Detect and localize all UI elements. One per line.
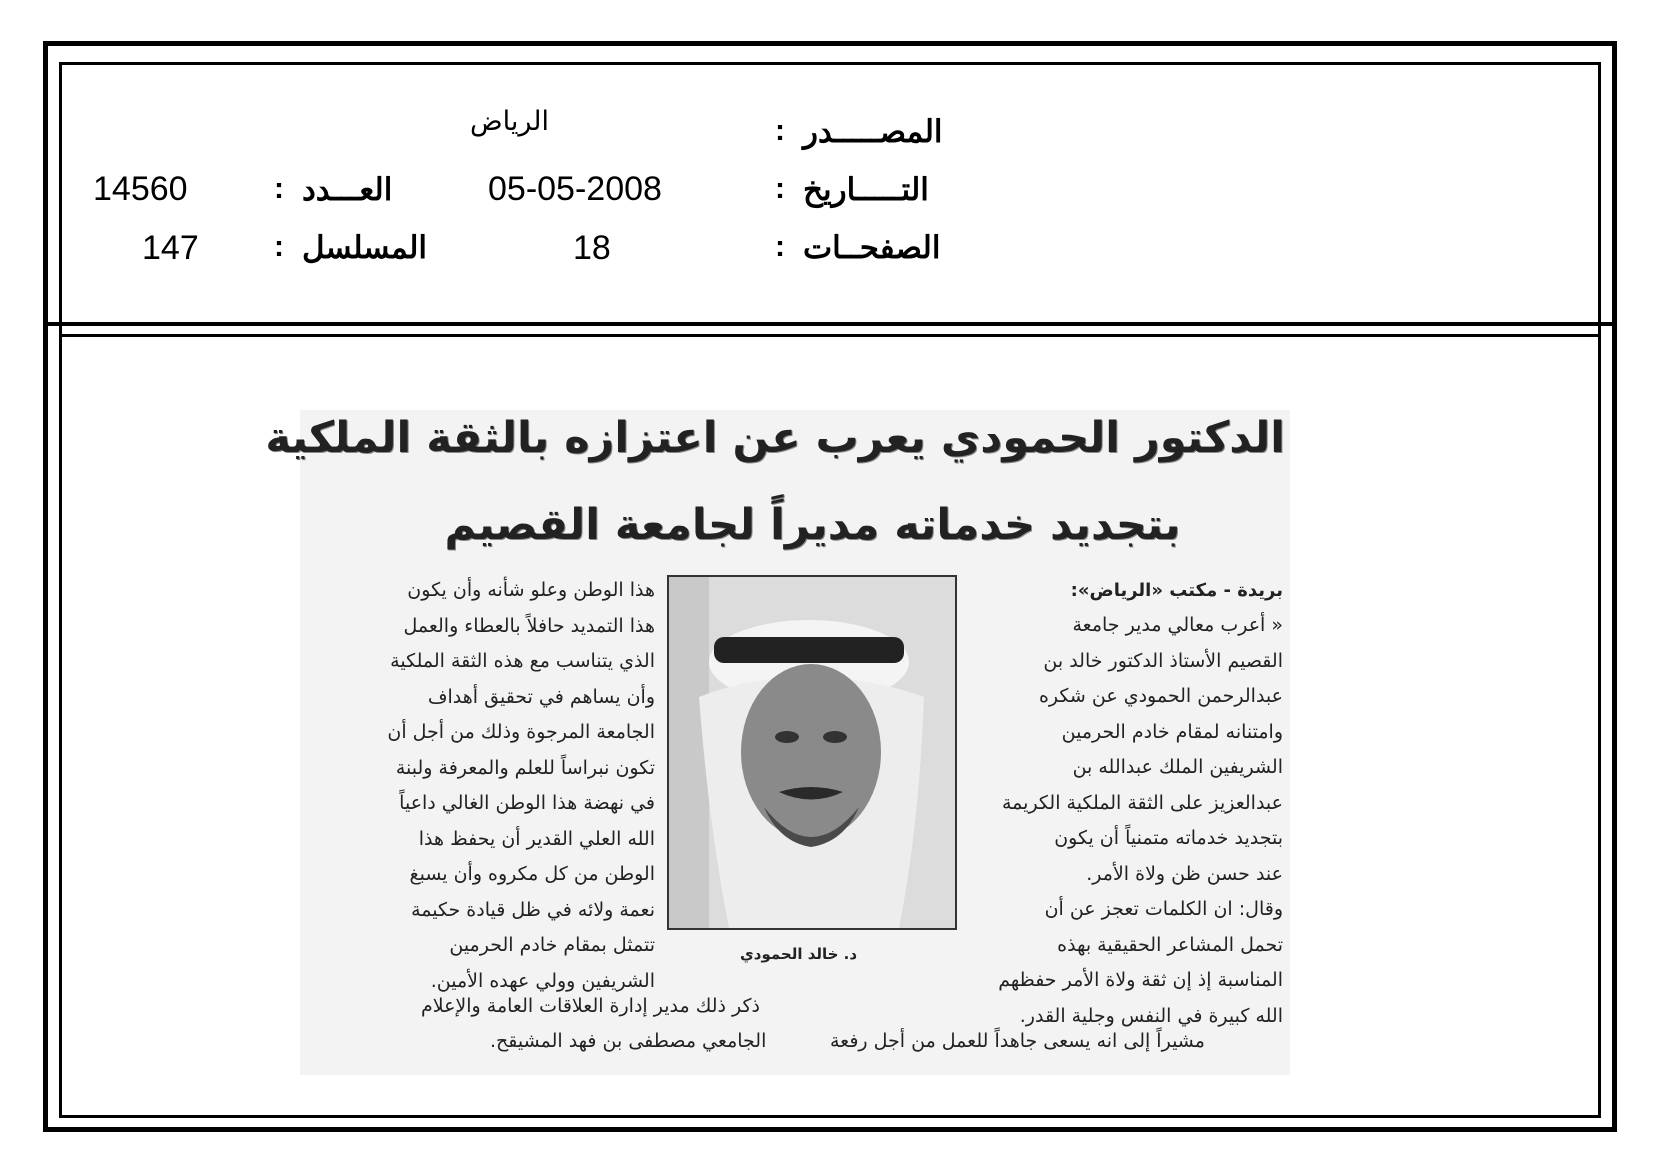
column-line: وأن يساهم في تحقيق أهداف — [427, 685, 655, 708]
pages-colon: : — [775, 230, 785, 263]
serial-value: 147 — [142, 229, 199, 267]
column-line: هذا التمديد حافلاً بالعطاء والعمل — [403, 614, 655, 637]
date-label: التـــــاريخ — [803, 172, 929, 207]
column-line: الوطن من كل مكروه وأن يسبغ — [409, 863, 655, 885]
serial-colon: : — [274, 230, 284, 263]
column-line: هذا الوطن وعلو شأنه وأن يكون — [407, 579, 655, 601]
dateline: بريدة - مكتب «الرياض»: — [1070, 580, 1283, 601]
column-line: عبدالرحمن الحمودي عن شكره — [1038, 685, 1283, 707]
source-value: الرياض — [470, 106, 550, 136]
column-line: بتجديد خدماته متمنياً أن يكون — [1054, 827, 1283, 849]
column-line: وامتنانه لمقام خادم الحرمين — [1061, 720, 1283, 743]
column-line: تتمثل بمقام خادم الحرمين — [449, 934, 655, 956]
portrait-illustration — [669, 577, 955, 928]
pages-value: 18 — [573, 229, 611, 267]
footer-left-2: الجامعي مصطفى بن فهد المشيقح. — [490, 1030, 767, 1052]
column-line: المناسبة إذ إن ثقة ولاة الأمر حفظهم — [998, 969, 1283, 991]
column-line: الله كبيرة في النفس وجلية القدر. — [1019, 1004, 1283, 1027]
footer-left-1: ذكر ذلك مدير إدارة العلاقات العامة والإعلام — [420, 995, 760, 1017]
photo-caption: د. خالد الحمودي — [740, 945, 858, 963]
column-line: تحمل المشاعر الحقيقية بهذه — [1057, 933, 1283, 956]
column-line: في نهضة هذا الوطن الغالي داعياً — [399, 792, 655, 814]
date-colon: : — [775, 172, 785, 205]
column-line: تكون نبراساً للعلم والمعرفة ولبنة — [395, 756, 655, 779]
headline-line2: بتجديد خدماته مديراً لجامعة القصيم — [444, 500, 1181, 550]
column-line: الله العلي القدير أن يحفظ هذا — [418, 827, 655, 850]
left-column — [340, 573, 655, 999]
right-column — [965, 608, 1283, 1034]
column-line: وقال: ان الكلمات تعجز عن أن — [1044, 898, 1283, 920]
issue-label: العـــدد — [302, 172, 393, 207]
footer-right: مشيراً إلى انه يسعى جاهداً للعمل من أجل رفعة — [830, 1030, 1205, 1052]
column-line: الشريفين الملك عبدالله بن — [1072, 756, 1283, 778]
column-line: عبدالعزيز على الثقة الملكية الكريمة — [1001, 791, 1283, 814]
column-line: الجامعة المرجوة وذلك من أجل أن — [387, 721, 655, 743]
column-line: الشريفين وولي عهده الأمين. — [430, 969, 655, 992]
source-colon: : — [775, 114, 785, 147]
column-line: « أعرب معالي مدير جامعة — [1072, 614, 1283, 636]
portrait-photo — [667, 575, 957, 930]
column-line: نعمة ولائه في ظل قيادة حكيمة — [411, 898, 655, 921]
issue-colon: : — [274, 172, 284, 205]
issue-value: 14560 — [93, 170, 188, 208]
header-divider — [43, 322, 1617, 326]
headline-line1: الدكتور الحمودي يعرب عن اعتزازه بالثقة الملكية — [265, 413, 1285, 463]
column-line: القصيم الأستاذ الدكتور خالد بن — [1043, 649, 1283, 672]
column-line: عند حسن ظن ولاة الأمر. — [1086, 862, 1283, 885]
source-label: المصـــــدر — [803, 114, 943, 149]
column-line: الذي يتناسب مع هذه الثقة الملكية — [390, 650, 655, 672]
date-value: 05-05-2008 — [488, 170, 662, 208]
serial-label: المسلسل — [302, 230, 428, 265]
pages-label: الصفحــات — [803, 230, 941, 265]
header-divider-inner — [59, 334, 1601, 337]
